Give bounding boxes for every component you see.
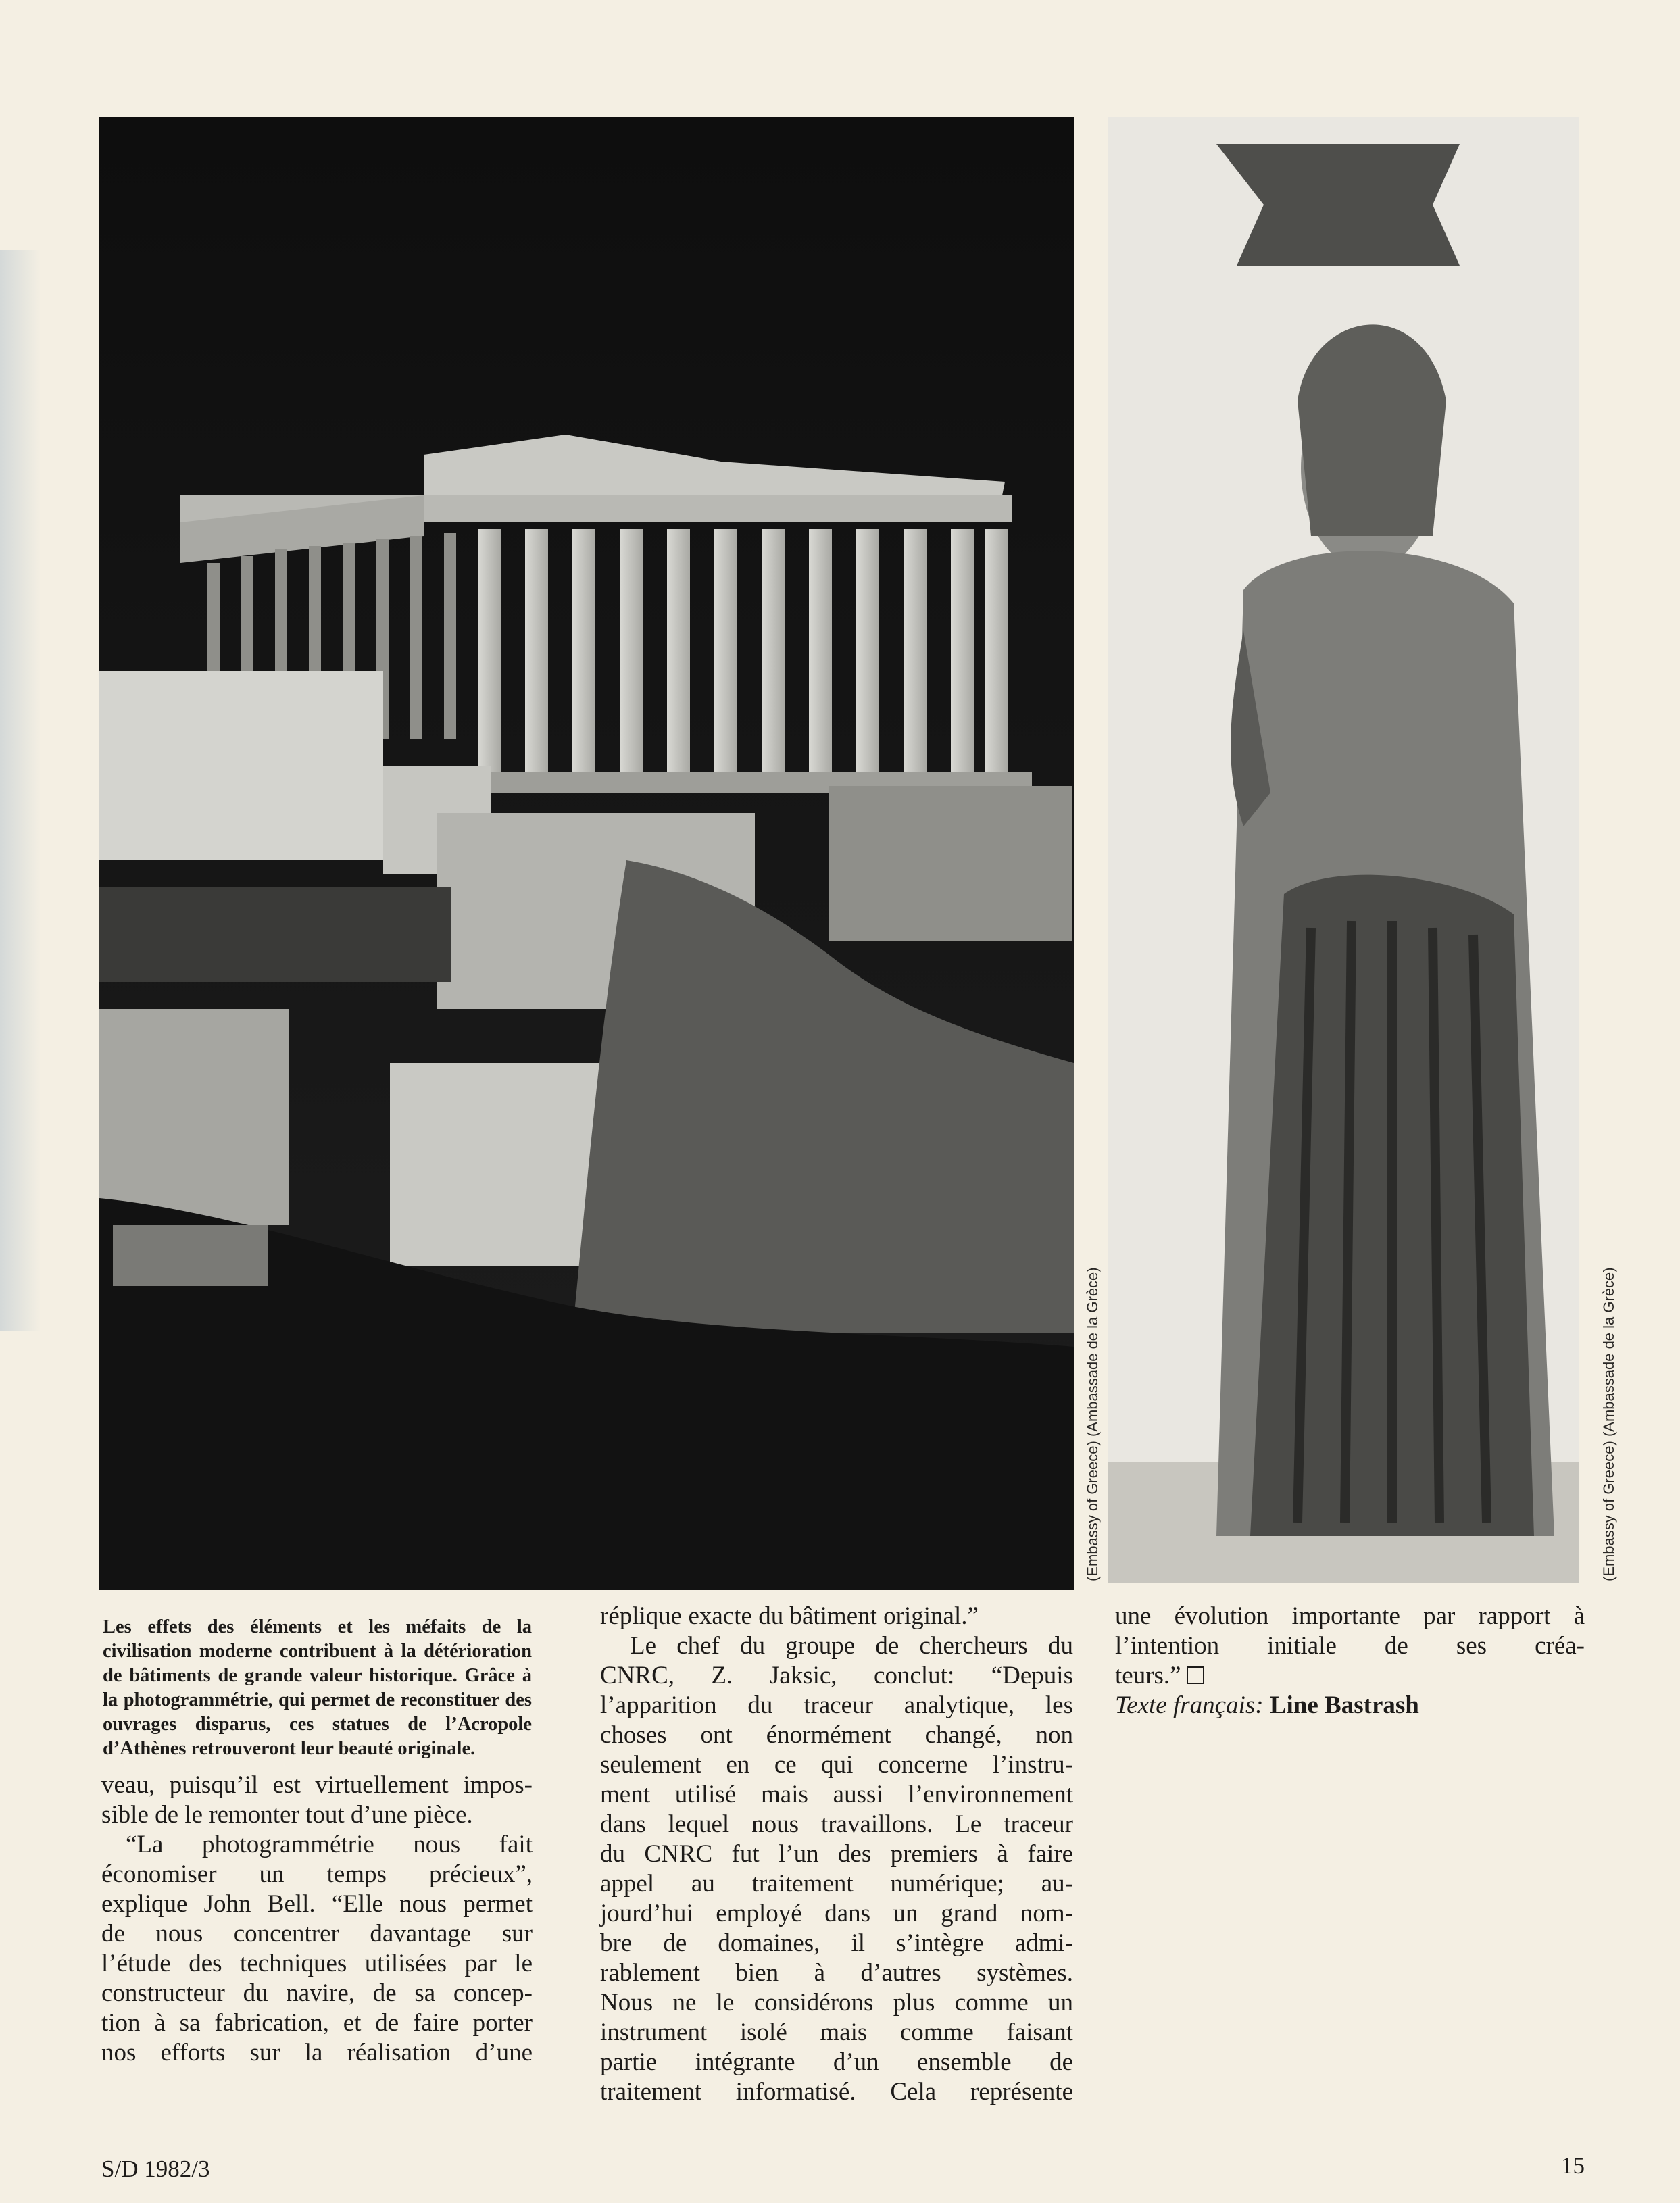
text-line: économiser un temps précieux”, <box>101 1860 533 1888</box>
text-line: l’intention initiale de ses créa- <box>1115 1632 1585 1660</box>
acropolis-photo <box>99 117 1074 1590</box>
text-line: tion à sa fabrication, et de faire porter <box>101 2009 533 2037</box>
text-line: constructeur du navire, de sa concep- <box>101 1979 533 2007</box>
text-column-1 <box>101 1771 533 2068</box>
text-line: traitement informatisé. Cela représente <box>600 2078 1073 2106</box>
text-line: nos efforts sur la réalisation d’une <box>101 2039 533 2066</box>
text-line: jourd’hui employé dans un grand nom- <box>600 1900 1073 1927</box>
text-line: rablement bien à d’autres systèmes. <box>600 1959 1073 1987</box>
text-line: instrument isolé mais comme faisant <box>600 2019 1073 2046</box>
caryatid-photo-credit: (Embassy of Greece) (Ambassade de la Grèce) <box>1600 1267 1617 1581</box>
paragraph <box>600 1602 1073 1631</box>
text-line: bre de domaines, il s’intègre admi- <box>600 1929 1073 1957</box>
text-line: veau, puisqu’il est virtuellement impos- <box>101 1771 533 1799</box>
text-line: seulement en ce qui concerne l’instru- <box>600 1751 1073 1779</box>
end-of-article-box-icon <box>1187 1666 1204 1684</box>
text-line: “La photogrammétrie nous fait <box>126 1831 533 1858</box>
translator-label: Texte français: <box>1115 1691 1264 1719</box>
text-column-2 <box>600 1602 1073 2107</box>
text-line: CNRC, Z. Jaksic, conclut: “Depuis <box>600 1662 1073 1689</box>
paragraph <box>101 1771 533 1830</box>
acropolis-photo-credit: (Embassy of Greece) (Ambassade de la Grèce) <box>1084 1267 1101 1581</box>
text-line: explique John Bell. “Elle nous permet <box>101 1890 533 1918</box>
text-line: de nous concentrer davantage sur <box>101 1920 533 1948</box>
text-line: sible de le remonter tout d’une pièce. <box>101 1801 473 1829</box>
page-edge-shading <box>0 250 41 1331</box>
caryatid-photo <box>1108 117 1579 1583</box>
text-line: l’étude des techniques utilisées par le <box>101 1950 533 1977</box>
translator-credit <box>1115 1691 1585 1721</box>
text-line <box>1115 1661 1585 1691</box>
photo-caption: Les effets des éléments et les méfaits de la civilisation moderne contribuent à la détérioration de bâtiments de grande valeur historique. Grâce à la photogrammétrie, qui permet de reconstituer des ouvrages disparus, ces statues de l’Acropole d’Athènes retrouveront leur beauté originale. <box>103 1616 532 1759</box>
text-line-end: teurs.” <box>1115 1662 1181 1689</box>
paragraph <box>600 1631 1073 2107</box>
text-line: ment utilisé mais aussi l’environnement <box>600 1781 1073 1808</box>
text-line: choses ont énormément changé, non <box>600 1721 1073 1749</box>
paragraph <box>101 1830 533 2068</box>
page-number: 15 <box>1561 2152 1585 2179</box>
text-line: une évolution importante par rapport à <box>1115 1602 1585 1630</box>
paragraph <box>1115 1602 1585 1691</box>
issue-label: S/D 1982/3 <box>101 2156 210 2182</box>
text-line: dans lequel nous travaillons. Le traceur <box>600 1810 1073 1838</box>
text-line: réplique exacte du bâtiment original.” <box>600 1602 979 1630</box>
text-line: appel au traitement numérique; au- <box>600 1870 1073 1898</box>
text-line: Le chef du groupe de chercheurs du <box>630 1632 1073 1660</box>
text-line: partie intégrante d’un ensemble de <box>600 2048 1073 2076</box>
text-line: du CNRC fut l’un des premiers à faire <box>600 1840 1073 1868</box>
translator-name: Line Bastrash <box>1269 1691 1419 1719</box>
text-line: l’apparition du traceur analytique, les <box>600 1691 1073 1719</box>
text-line: Nous ne le considérons plus comme un <box>600 1989 1073 2016</box>
text-column-3 <box>1115 1602 1585 1721</box>
